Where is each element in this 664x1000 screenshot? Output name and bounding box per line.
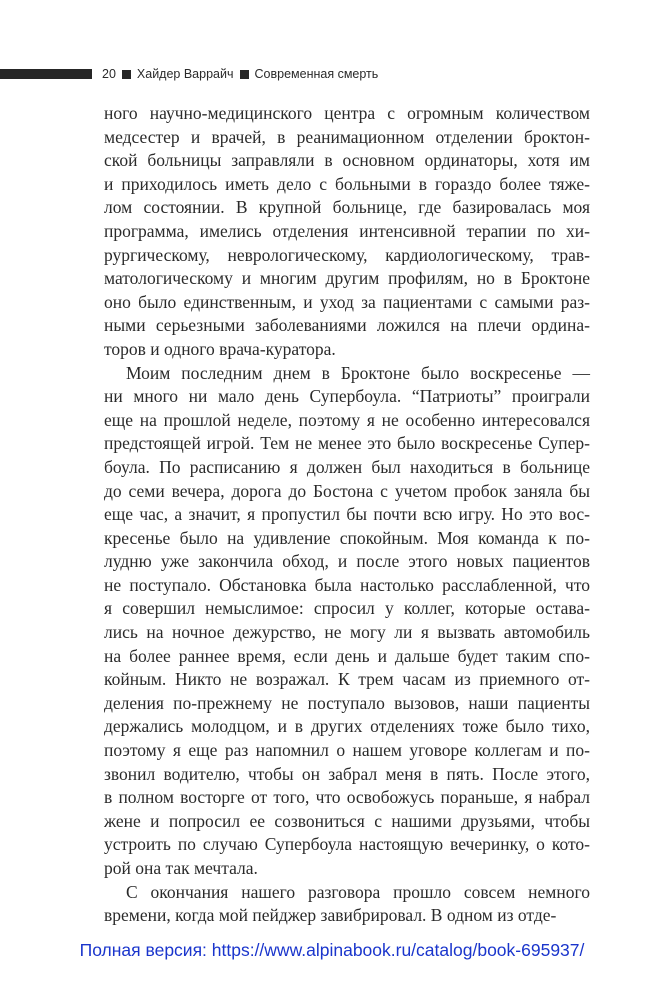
text-line: ской больницы заправляли в основном ординаторы, хотя им [104,150,590,171]
text-line: времени, когда мой пейджер завибрировал. В одном из отде- [104,905,557,926]
page-number: 20 [102,67,116,81]
text-line: еще на прошлой неделе, поэтому я не особенно интересовался [104,409,590,430]
full-version-link[interactable]: Полная версия: https://www.alpinabook.ru/catalog/book-695937/ [79,940,585,960]
text-line: койным. Никто не возражал. К трем часам из приемного от- [104,669,590,690]
text-line: С окончания нашего разговора прошло совсем немного [126,881,590,902]
paragraph [104,881,590,928]
text-line: рой она так мечтала. [104,858,258,878]
text-line: и приходилось иметь дело с больными в гораздо более тяже- [104,173,590,194]
text-line: оно было единственным, и уход за пациентами с самыми раз- [104,291,590,312]
text-line: деления по-прежнему не поступало вызовов, наши пациенты [104,692,590,713]
running-head [102,64,378,84]
text-line: на более раннее время, если день и дальше будет таким спо- [104,645,590,666]
separator-square-icon [122,70,131,79]
text-line: медсестер и врачей, в реанимационном отделении броктон- [104,126,590,147]
text-line: звонил водителю, чтобы он забрал меня в пять. После этого, [104,763,590,784]
text-line: боула. По расписанию я должен был находиться в больнице [104,456,590,477]
text-line: рургическому, неврологическому, кардиологическому, трав- [104,244,590,265]
text-line: в полном восторге от того, что освобожусь пораньше, я набрал [104,787,590,808]
text-line: программа, имелись отделения интенсивной терапии по хи- [104,220,590,241]
text-line: кресенье было на удивление спокойным. Моя команда к по- [104,527,590,548]
author-name: Хайдер Варрайч [136,67,234,81]
text-line: ни много ни мало день Супербоула. “Патриоты” проиграли [104,386,590,407]
text-line: торов и одного врача-куратора. [104,338,336,359]
text-line: еще час, а значит, я пропустил бы почти всю игру. Но это вос- [104,504,590,525]
text-line: ными серьезными заболеваниями ложился на плечи ордина- [104,315,590,336]
book-title: Современная смерть [254,67,379,81]
text-line: лом состоянии. В крупной больнице, где базировалась моя [104,197,590,218]
text-line: жене и попросил ее созвониться с нашими друзьями, чтобы [104,810,590,831]
body-text [104,102,590,928]
separator-square-icon [240,70,249,79]
text-line: поэтому я еще раз напомнил о нашем уговоре коллегам и по- [104,740,590,761]
text-line: до семи вечера, дорога до Бостона с учетом пробок заняла бы [104,480,590,501]
text-line: Моим последним днем в Броктоне было воскресенье — [126,362,590,383]
paragraph [104,102,590,362]
header-rule [0,69,92,79]
text-line: матологическому и многим другим профилям, но в Броктоне [104,268,590,289]
text-line: лись на ночное дежурство, не могу ли я вызвать автомобиль [104,622,590,643]
text-line: предстоящей игрой. Тем не менее это было воскресенье Супер- [104,433,590,454]
text-line: не поступало. Обстановка была настолько расслабленной, что [104,574,590,595]
text-line: ного научно-медицинского центра с огромным количеством [104,103,590,123]
text-line: лудню уже закончила обход, и после этого новых пациентов [104,551,590,572]
text-line: я совершил немыслимое: спросил у коллег, которые остава- [104,598,590,619]
text-line: держались молодцом, и в других отделениях тоже было тихо, [104,716,590,737]
paragraph [104,362,590,881]
text-line: устроить по случаю Супербоула настоящую вечеринку, о кото- [104,834,590,855]
